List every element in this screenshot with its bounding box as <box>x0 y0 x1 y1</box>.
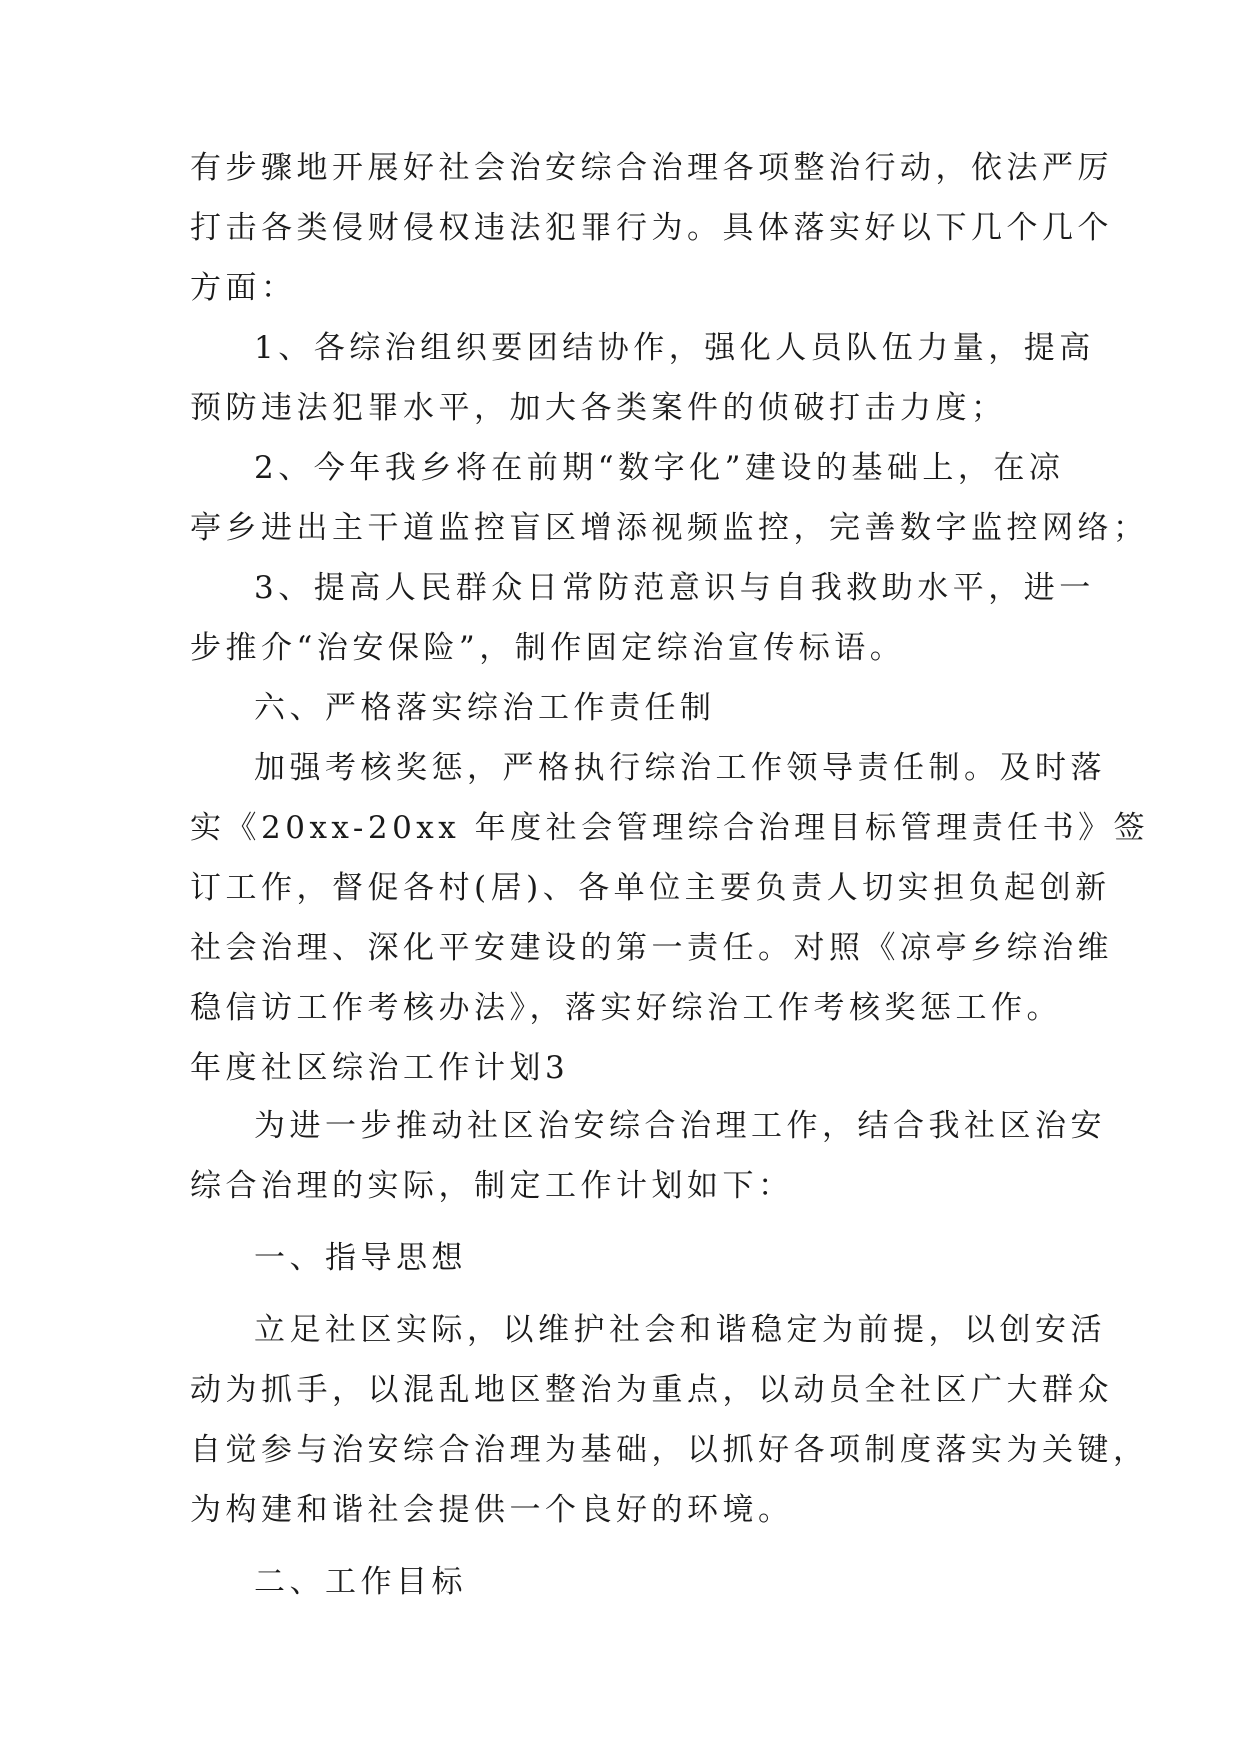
section-heading: 二、工作目标 <box>254 1564 467 1600</box>
paragraph-line: 稳信访工作考核办法》，落实好综治工作考核奖惩工作。 <box>190 990 1062 1026</box>
paragraph-line: 有步骤地开展好社会治安综合治理各项整治行动，依法严厉 <box>190 150 1113 186</box>
document-body <box>190 138 1150 1612</box>
paragraph-line: 加强考核奖惩，严格执行综治工作领导责任制。及时落 <box>254 750 1106 786</box>
paragraph-line: 步推介“治安保险”，制作固定综治宣传标语。 <box>190 630 906 666</box>
section-heading: 一、指导思想 <box>254 1240 467 1276</box>
document-title: 年度社区综治工作计划3 <box>190 1050 570 1086</box>
paragraph-line: 自觉参与治安综合治理为基础，以抓好各项制度落实为关键， <box>190 1432 1149 1468</box>
paragraph-line: 动为抓手，以混乱地区整治为重点，以动员全社区广大群众 <box>190 1372 1113 1408</box>
paragraph-line: 预防违法犯罪水平，加大各类案件的侦破打击力度； <box>190 390 1007 426</box>
spacer <box>190 1288 1050 1300</box>
paragraph-line: 为进一步推动社区治安综合治理工作，结合我社区治安 <box>254 1108 1106 1144</box>
paragraph-line: 方面： <box>190 270 297 306</box>
paragraph-line: 亭乡进出主干道监控盲区增添视频监控，完善数字监控网络； <box>190 510 1149 546</box>
paragraph-line: 打击各类侵财侵权违法犯罪行为。具体落实好以下几个几个 <box>190 210 1113 246</box>
list-item-1: 1、各综治组织要团结协作，强化人员队伍力量，提高 <box>254 330 1095 366</box>
section-heading: 六、严格落实综治工作责任制 <box>254 690 716 726</box>
paragraph-line: 实《20xx-20xx 年度社会管理综合治理目标管理责任书》签 <box>190 810 1150 846</box>
paragraph-line: 立足社区实际，以维护社会和谐稳定为前提，以创安活 <box>254 1312 1106 1348</box>
list-item-3: 3、提高人民群众日常防范意识与自我救助水平，进一 <box>254 570 1095 606</box>
paragraph-line: 社会治理、深化平安建设的第一责任。对照《凉亭乡综治维 <box>190 930 1113 966</box>
paragraph-line: 为构建和谐社会提供一个良好的环境。 <box>190 1492 794 1528</box>
paragraph-line: 订工作，督促各村(居)、各单位主要负责人切实担负起创新 <box>190 870 1111 906</box>
spacer <box>190 1540 1050 1552</box>
list-item-2: 2、今年我乡将在前期“数字化”建设的基础上，在凉 <box>254 450 1065 486</box>
spacer <box>190 1216 1050 1228</box>
paragraph-line: 综合治理的实际，制定工作计划如下： <box>190 1168 794 1204</box>
